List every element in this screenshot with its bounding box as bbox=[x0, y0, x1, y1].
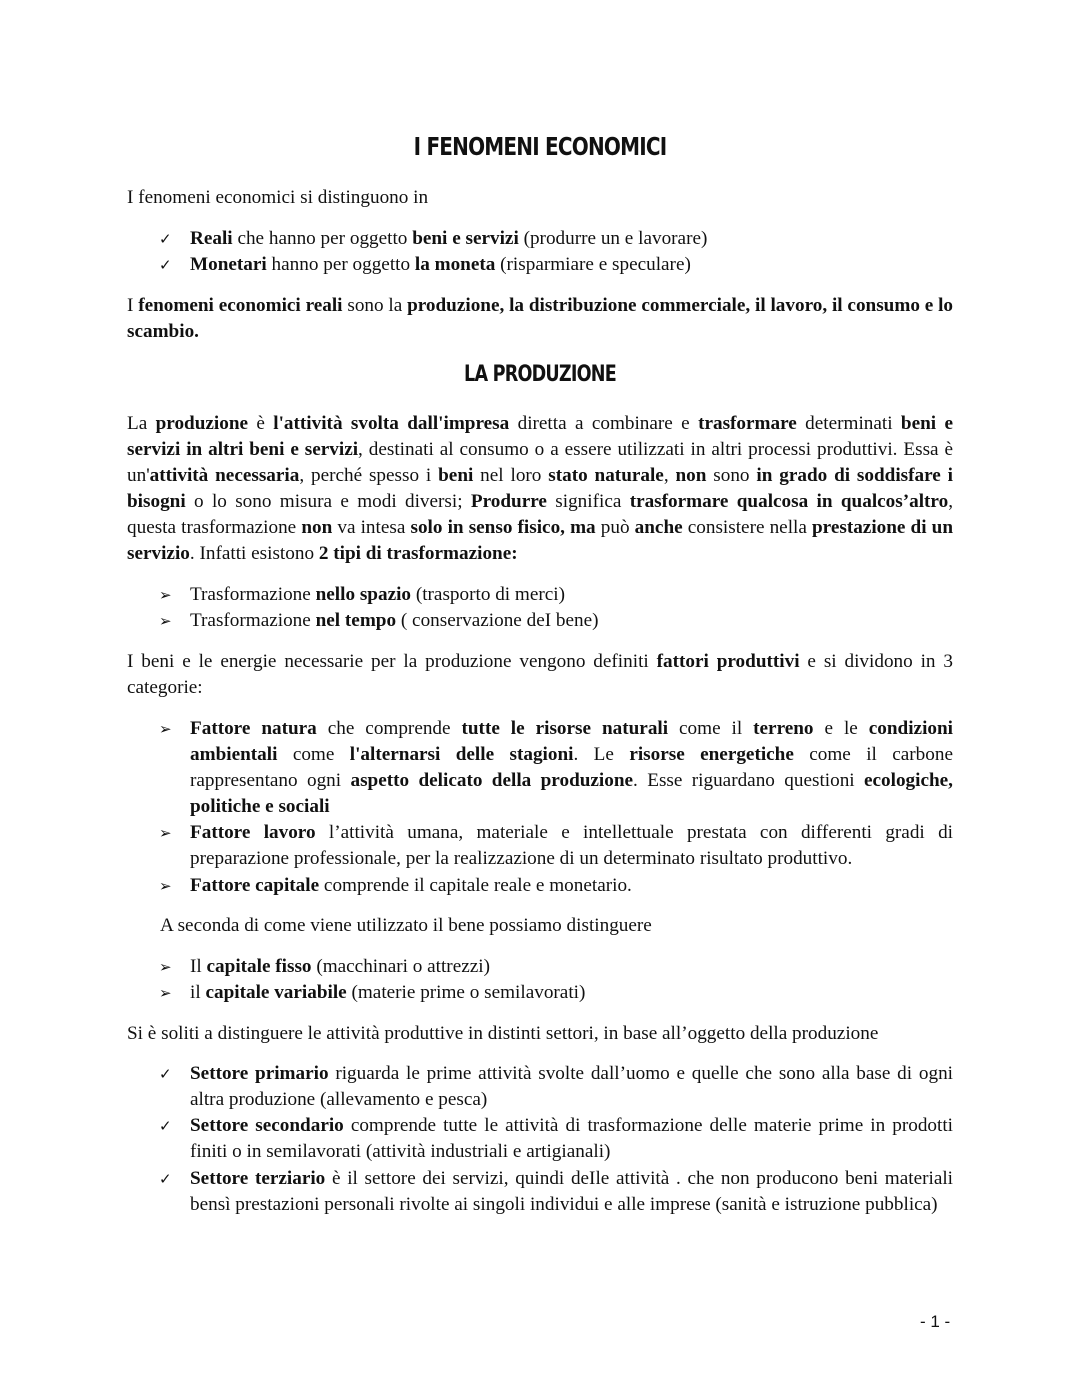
text: I fenomeni economici si distinguono in bbox=[127, 187, 429, 208]
text: il bbox=[190, 982, 206, 1003]
bold-text: Settore secondario bbox=[190, 1115, 344, 1136]
text: come il bbox=[668, 718, 754, 739]
text: (trasporto di merci) bbox=[411, 584, 565, 605]
list-item-capitale-fisso bbox=[159, 954, 953, 980]
check-icon: ✓ bbox=[159, 256, 172, 274]
text: diretta a combinare e bbox=[509, 413, 699, 434]
text: consistere nella bbox=[682, 517, 812, 538]
text: I beni e le energie necessarie per la produzione vengono definiti bbox=[127, 651, 657, 672]
text: comprende il capitale reale e monetario. bbox=[319, 875, 632, 896]
text: Trasformazione bbox=[190, 610, 316, 631]
text: è bbox=[248, 413, 274, 434]
arrow-bullet-icon: ➢ bbox=[159, 984, 172, 1002]
text: come bbox=[277, 744, 350, 765]
text: come il carbone rappresentano ogni bbox=[190, 744, 953, 791]
bold-text: aspetto delicato della produzione bbox=[350, 770, 634, 791]
page-number: - 1 - bbox=[920, 1312, 951, 1331]
settori-paragraph bbox=[127, 1021, 953, 1047]
text: La bbox=[127, 413, 156, 434]
text: è il settore dei servizi, quindi deIle attività . che non producono beni materiali bensì prestazioni personali rivolte ai singoli individui e alle imprese (sanità e istruzione pubblica) bbox=[190, 1168, 953, 1215]
bold-text: 2 tipi di trasformazione: bbox=[318, 543, 518, 564]
check-icon: ✓ bbox=[159, 1065, 172, 1083]
bold-text: Produrre bbox=[470, 491, 547, 512]
bold-text: stato naturale bbox=[548, 465, 664, 486]
intro-paragraph bbox=[127, 185, 953, 211]
page-title: I FENOMENI ECONOMICI bbox=[413, 132, 667, 161]
check-icon: ✓ bbox=[159, 1170, 172, 1188]
bold-text: Reali bbox=[190, 228, 233, 249]
text: . Le bbox=[573, 744, 630, 765]
text: (risparmiare e speculare) bbox=[495, 254, 691, 275]
bold-text: Fattore natura bbox=[190, 718, 317, 739]
bold-text: beni e servizi bbox=[412, 228, 519, 249]
bold-text: anche bbox=[634, 517, 683, 538]
text: può bbox=[595, 517, 635, 538]
text: , questa trasformazione bbox=[127, 491, 953, 538]
fattori-paragraph bbox=[127, 649, 953, 701]
bold-text: terreno bbox=[753, 718, 814, 739]
section-title: LA PRODUZIONE bbox=[464, 362, 616, 387]
bold-text: solo in senso fisico, ma bbox=[410, 517, 596, 538]
list-item-spazio bbox=[159, 582, 953, 608]
text: Si è soliti a distinguere le attività produttive in distinti settori, in base all’oggetto della produzione bbox=[127, 1023, 879, 1044]
bold-text: Fattore lavoro bbox=[190, 822, 316, 843]
text: nel loro bbox=[473, 465, 549, 486]
bold-text: ecologiche, politiche e sociali bbox=[190, 770, 953, 817]
text: comprende tutte le attività di trasformazione delle materie prime in prodotti finiti o in semilavorati (attività industriali e artigianali) bbox=[190, 1115, 953, 1162]
bold-text: capitale fisso bbox=[206, 956, 312, 977]
arrow-bullet-icon: ➢ bbox=[159, 824, 172, 842]
bold-text: non bbox=[301, 517, 333, 538]
text: Trasformazione bbox=[190, 584, 316, 605]
text: significa bbox=[546, 491, 630, 512]
text: , destinati al consumo o a essere utilizzati in altri processi produttivi. Essa è un' bbox=[127, 439, 953, 486]
arrow-bullet-icon: ➢ bbox=[159, 720, 172, 738]
text: . Infatti esistono bbox=[189, 543, 319, 564]
arrow-bullet-icon: ➢ bbox=[159, 612, 172, 630]
bold-text: tutte le risorse naturali bbox=[461, 718, 669, 739]
text: , bbox=[663, 465, 676, 486]
text: ( conservazione deI bene) bbox=[396, 610, 599, 631]
text: (produrre un e lavorare) bbox=[518, 228, 708, 249]
text: che hanno per oggetto bbox=[232, 228, 413, 249]
text: (macchinari o attrezzi) bbox=[311, 956, 490, 977]
bold-text: risorse energetiche bbox=[629, 744, 794, 765]
text: Il bbox=[190, 956, 207, 977]
text: riguarda le prime attività svolte dall’uomo e quelle che sono alla base di ogni altra produzione (allevamento e pesca) bbox=[190, 1063, 953, 1110]
arrow-bullet-icon: ➢ bbox=[159, 586, 172, 604]
bold-text: l'alternarsi delle stagioni bbox=[349, 744, 574, 765]
bold-text: trasformare bbox=[698, 413, 797, 434]
list-item-settore-secondario bbox=[159, 1113, 953, 1165]
check-icon: ✓ bbox=[159, 230, 172, 248]
text: I bbox=[127, 295, 139, 316]
bold-text: Fattore capitale bbox=[190, 875, 320, 896]
check-icon: ✓ bbox=[159, 1117, 172, 1135]
text: sono bbox=[706, 465, 757, 486]
produzione-paragraph bbox=[127, 411, 953, 567]
list-item-settore-primario bbox=[159, 1061, 953, 1113]
text: e le bbox=[813, 718, 869, 739]
bold-text: fenomeni economici reali bbox=[138, 295, 343, 316]
arrow-bullet-icon: ➢ bbox=[159, 877, 172, 895]
bold-text: nello spazio bbox=[315, 584, 412, 605]
list-item-fattore-natura bbox=[159, 716, 953, 820]
bold-text: capitale variabile bbox=[205, 982, 347, 1003]
text: . Esse riguardano questioni bbox=[633, 770, 864, 791]
list-item-tempo bbox=[159, 608, 953, 634]
bold-text: Settore primario bbox=[190, 1063, 329, 1084]
capitale-paragraph bbox=[160, 913, 953, 939]
bold-text: produzione, la distribuzione commerciale, il lavoro, il consumo e lo scambio. bbox=[127, 295, 954, 342]
bold-text: nel tempo bbox=[315, 610, 397, 631]
text: (materie prime o semilavorati) bbox=[346, 982, 586, 1003]
bold-text: la moneta bbox=[414, 254, 496, 275]
bold-text: trasformare qualcosa in qualcos’altro bbox=[629, 491, 949, 512]
text: hanno per oggetto bbox=[266, 254, 415, 275]
text: va intesa bbox=[332, 517, 411, 538]
text: determinati bbox=[796, 413, 901, 434]
bold-text: Monetari bbox=[190, 254, 267, 275]
list-item-fattore-capitale bbox=[159, 873, 953, 899]
bold-text: beni bbox=[438, 465, 474, 486]
bold-text: prestazione di un servizio bbox=[127, 517, 954, 564]
bold-text: condizioni ambientali bbox=[190, 718, 953, 765]
reali-paragraph bbox=[127, 293, 953, 345]
list-item-reali bbox=[159, 226, 953, 252]
bold-text: attività necessaria bbox=[149, 465, 300, 486]
bold-text: fattori produttivi bbox=[656, 651, 800, 672]
text: o lo sono misura e modi diversi; bbox=[185, 491, 471, 512]
text: A seconda di come viene utilizzato il bene possiamo distinguere bbox=[160, 915, 652, 936]
bold-text: produzione bbox=[155, 413, 249, 434]
bold-text: beni e servizi in altri beni e servizi bbox=[127, 413, 953, 460]
text: sono la bbox=[342, 295, 408, 316]
text: che comprende bbox=[316, 718, 462, 739]
text: e si dividono in 3 categorie: bbox=[127, 651, 954, 698]
text: , perché spesso i bbox=[299, 465, 439, 486]
bold-text: in grado di soddisfare i bisogni bbox=[127, 465, 953, 512]
bold-text: non bbox=[675, 465, 707, 486]
list-item-fattore-lavoro bbox=[159, 820, 953, 872]
bold-text: Settore terziario bbox=[190, 1168, 326, 1189]
list-item-capitale-variabile bbox=[159, 980, 953, 1006]
text: l’attività umana, materiale e intellettuale prestata con differenti gradi di preparazione professionale, per la realizzazione di un determinato risultato produttivo. bbox=[190, 822, 953, 869]
arrow-bullet-icon: ➢ bbox=[159, 958, 172, 976]
list-item-settore-terziario bbox=[159, 1166, 953, 1218]
list-item-monetari bbox=[159, 252, 953, 278]
bold-text: l'attività svolta dall'impresa bbox=[273, 413, 510, 434]
